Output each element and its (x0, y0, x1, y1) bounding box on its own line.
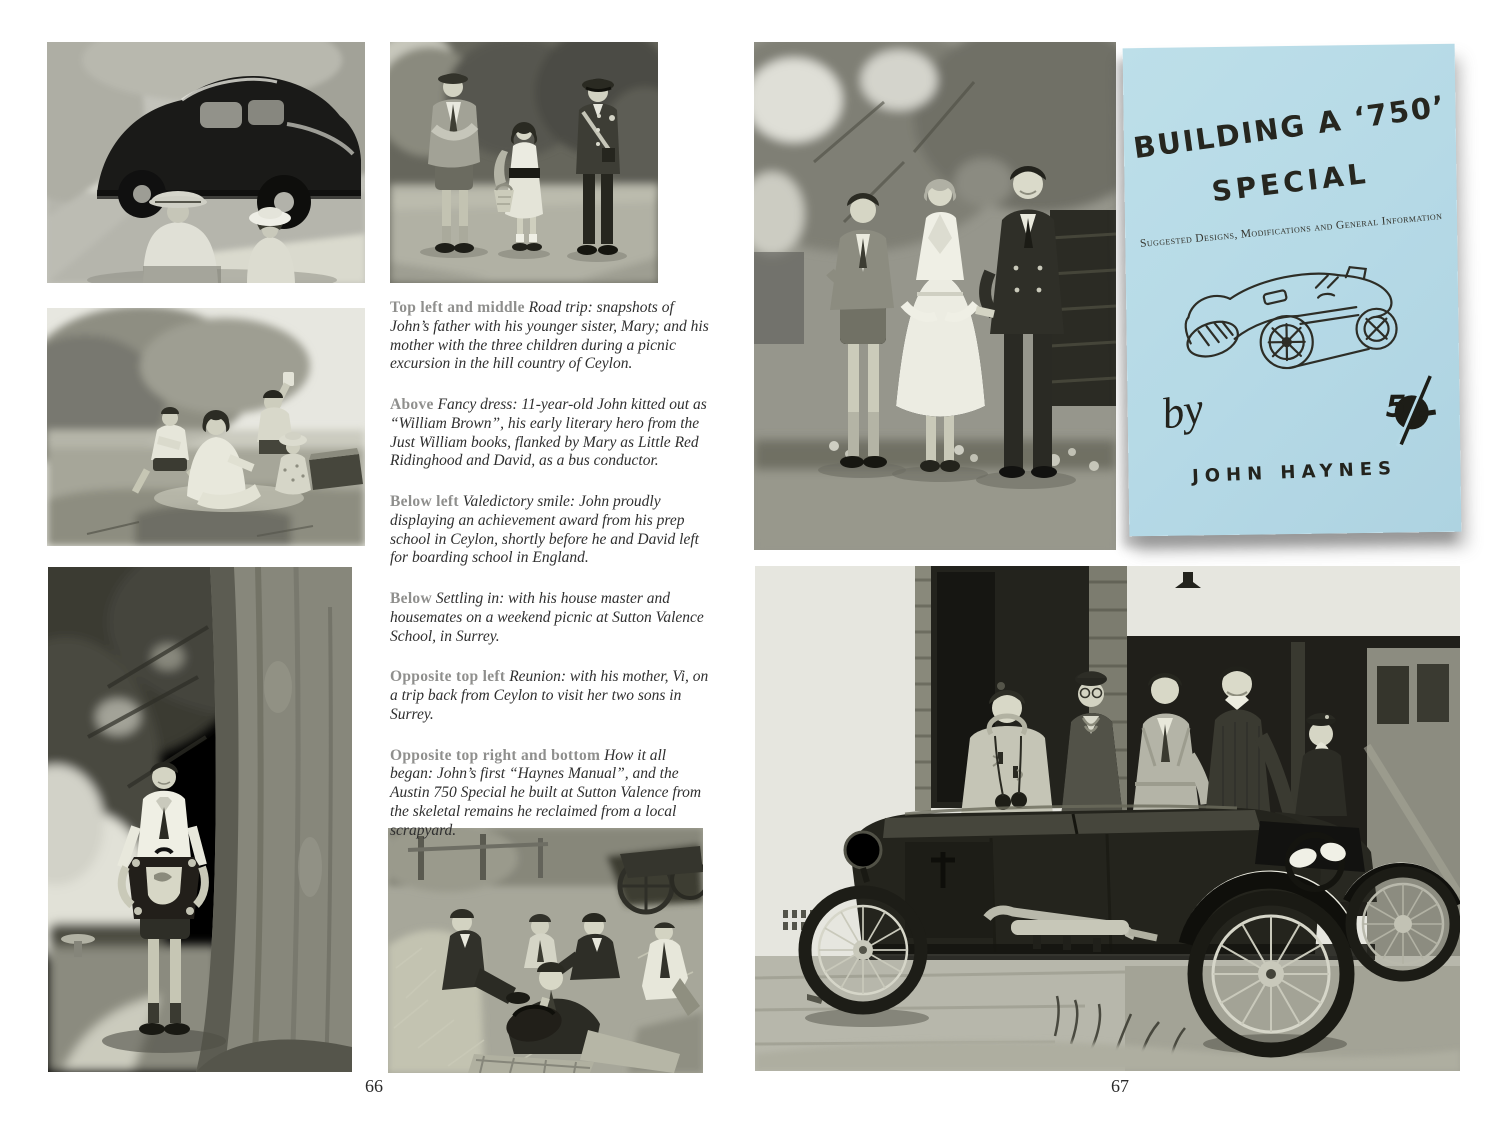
price-roundel (1375, 372, 1440, 453)
photo-school-picnic (388, 828, 703, 1073)
caption-fancy-dress (390, 396, 712, 471)
caption-austin (390, 747, 712, 841)
photo-austin-special-art (755, 566, 1460, 1071)
caption-reunion (390, 668, 712, 724)
caption-text: Road trip: snapshots of John’s father with his younger sister, Mary; and his mother with the three children during a picnic excursion in the hill country of Ceylon. (390, 299, 709, 373)
booklet-by-label: by (1157, 383, 1208, 439)
photo-austin-special (755, 566, 1460, 1071)
caption-road-trip (390, 299, 712, 374)
photo-award (48, 567, 352, 1072)
caption-text: Settling in: with his house master and housemates on a weekend picnic at Sutton Valence School, in Surrey. (390, 590, 704, 645)
award-shield (128, 849, 200, 919)
photo-reunion (754, 42, 1116, 550)
photo-road-trip-art (47, 42, 365, 283)
girl-sunhat-figure (275, 432, 311, 495)
front-wheel (805, 892, 921, 1008)
booklet-subtitle: Suggested Designs, Modifications and General Information (1139, 210, 1443, 250)
caption-lead: Top left and middle (390, 299, 525, 316)
photo-hill-picnic (47, 308, 365, 546)
page-number-right: 67 (1111, 1076, 1129, 1096)
caption-text: Reunion: with his mother, Vi, on a trip back from Ceylon to visit her two sons in Surrey. (390, 668, 709, 723)
booklet-author: JOHN HAYNES (1191, 457, 1398, 488)
caption-award (390, 493, 712, 568)
picnic-case (309, 448, 363, 490)
booklet-cover (1123, 44, 1462, 537)
photo-reunion-art (754, 42, 1116, 550)
far-wheel (1351, 872, 1455, 976)
booklet-title-line2: SPECIAL (1209, 156, 1372, 209)
photo-road-trip (47, 42, 365, 283)
car-sketch (1167, 244, 1425, 390)
birdbath-stem (74, 941, 82, 957)
caption-text: Valedictory smile: John proudly displaying an achievement award from his prep school in Ceylon, shortly before he and David left for boarding school in England. (390, 493, 699, 567)
caption-lead: Opposite top right and bottom (390, 746, 601, 764)
caption-lead: Below left (390, 493, 459, 510)
rear-wheel (1195, 898, 1347, 1050)
tree-trunk (196, 567, 352, 1072)
photo-school-picnic-art (388, 828, 703, 1073)
caption-school-picnic (390, 590, 712, 646)
caption-text: Fancy dress: 11-year-old John kitted out as “William Brown”, his early literary hero from the Just William books, flanked by Mary as Little Red Ridinghood and David, as a bus conductor. (390, 396, 707, 470)
caption-lead: Below (390, 590, 432, 607)
photo-hill-picnic-art (47, 308, 365, 546)
photo-fancy-dress (390, 42, 658, 283)
photo-fancy-dress-art (390, 42, 658, 283)
caption-column (390, 299, 712, 862)
price-text: 5 (1385, 389, 1407, 425)
caption-lead: Above (390, 396, 434, 413)
photo-award-art (48, 567, 352, 1072)
caption-lead: Opposite top left (390, 668, 506, 686)
booklet-title-line1: BUILDING A ‘750’ (1131, 88, 1449, 166)
page-number-left: 66 (365, 1076, 383, 1096)
caption-text: How it all began: John’s first “Haynes Manual”, and the Austin 750 Special he built at Sutton Valence from the skeletal remains he reclaimed from a local scrapyard. (390, 746, 702, 839)
